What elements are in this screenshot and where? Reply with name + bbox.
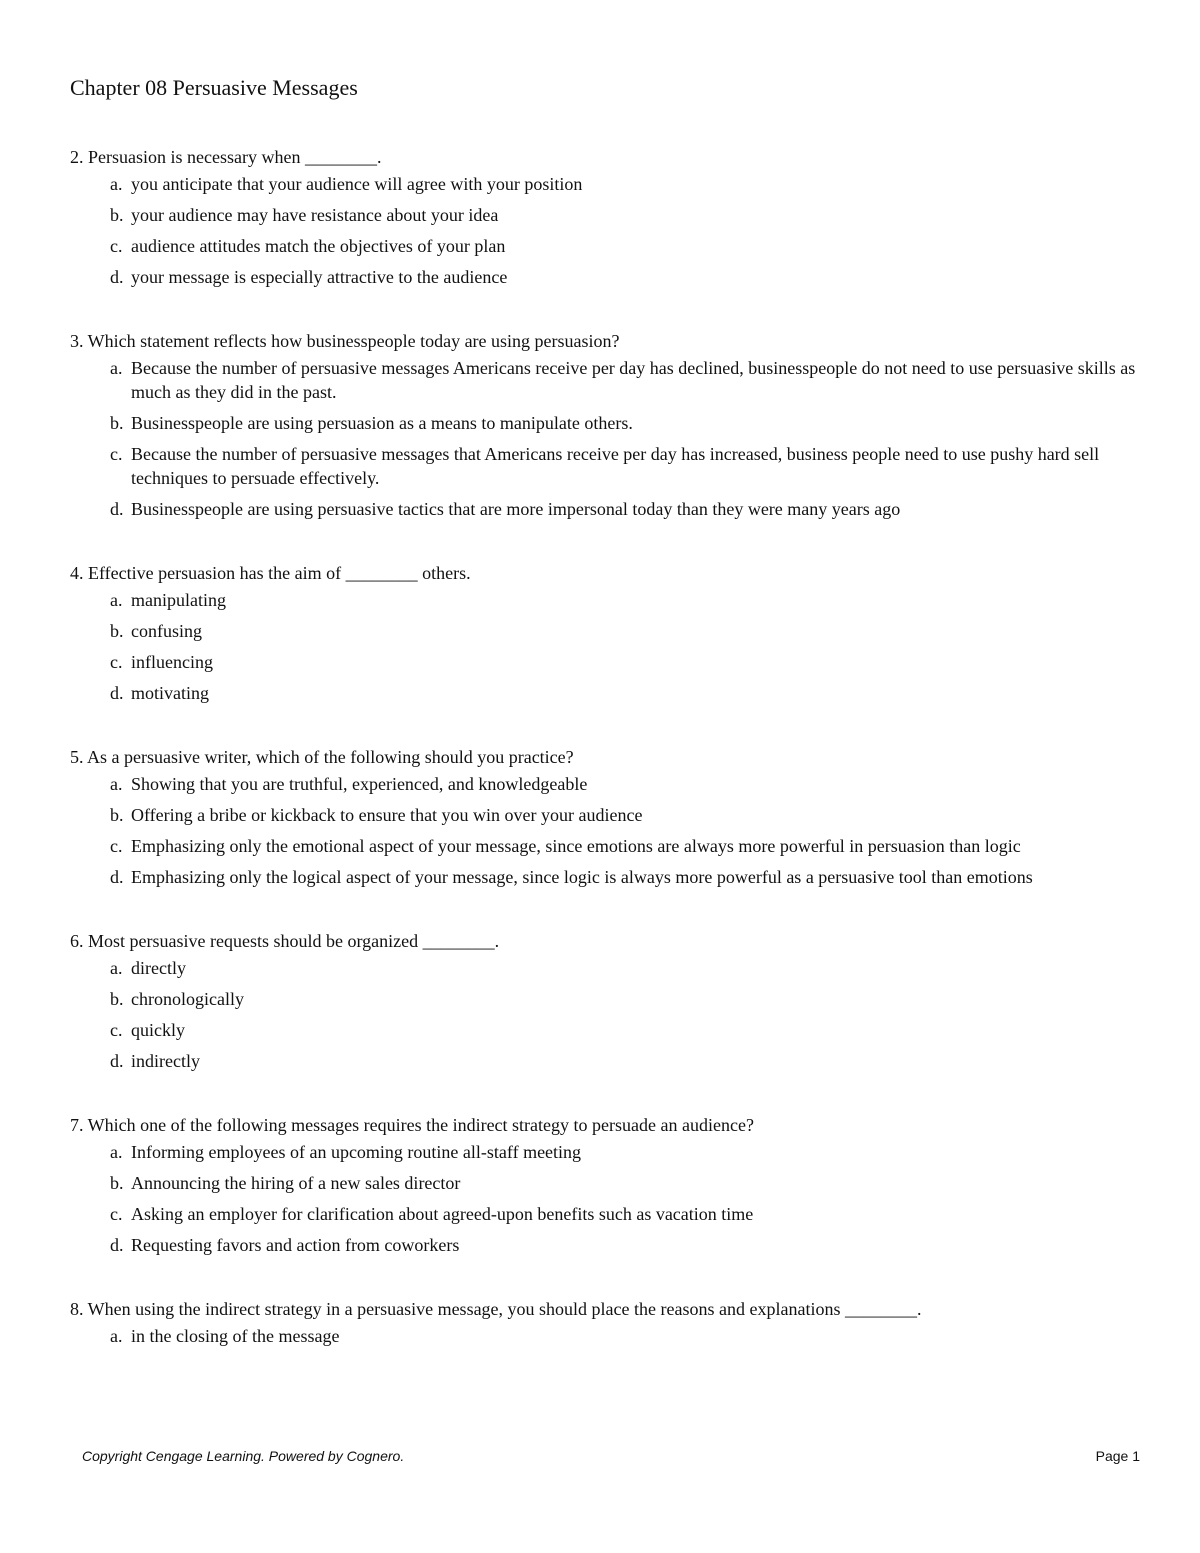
question xyxy=(70,929,1150,1073)
option-text: Because the number of persuasive messages that Americans receive per day has increased, business people need to use pushy hard sell techniques to persuade effectively. xyxy=(131,444,1100,488)
option-item xyxy=(110,356,1150,404)
option-item xyxy=(110,803,1150,827)
question-stem: 6. Most persuasive requests should be organized ________. xyxy=(70,931,500,951)
option-list xyxy=(70,172,1150,289)
option-text: Emphasizing only the emotional aspect of your message, since emotions are always more powerful in persuasion than logic xyxy=(131,836,1021,856)
option-item xyxy=(110,1324,1150,1348)
option-item xyxy=(110,772,1150,796)
option-text: Requesting favors and action from coworkers xyxy=(131,1235,460,1255)
option-text: chronologically xyxy=(131,989,244,1009)
option-text: your audience may have resistance about your idea xyxy=(131,205,499,225)
option-list xyxy=(70,356,1150,521)
question-stem: 3. Which statement reflects how businesspeople today are using persuasion? xyxy=(70,331,620,351)
option-letter: c. xyxy=(110,1204,123,1224)
option-item xyxy=(110,1202,1150,1226)
option-item xyxy=(110,203,1150,227)
page-title: Chapter 08 Persuasive Messages xyxy=(70,75,358,100)
option-letter: d. xyxy=(110,683,124,703)
option-item xyxy=(110,1140,1150,1164)
option-text: Because the number of persuasive messages Americans receive per day has declined, businesspeople do not need to use persuasive skills as much as they did in the past. xyxy=(131,358,1136,402)
option-letter: d. xyxy=(110,499,124,519)
question-stem: 8. When using the indirect strategy in a persuasive message, you should place the reasons and explanations ________. xyxy=(70,1299,922,1319)
option-text: Businesspeople are using persuasion as a means to manipulate others. xyxy=(131,413,633,433)
option-item xyxy=(110,956,1150,980)
question-stem: 4. Effective persuasion has the aim of ________ others. xyxy=(70,563,471,583)
option-letter: a. xyxy=(110,174,123,194)
option-item xyxy=(110,172,1150,196)
option-text: Announcing the hiring of a new sales director xyxy=(131,1173,461,1193)
option-letter: a. xyxy=(110,590,123,610)
option-item xyxy=(110,681,1150,705)
option-list xyxy=(70,1140,1150,1257)
option-text: Emphasizing only the logical aspect of your message, since logic is always more powerful as a persuasive tool than emotions xyxy=(131,867,1033,887)
option-item xyxy=(110,234,1150,258)
question-list xyxy=(70,145,1150,1388)
option-letter: d. xyxy=(110,267,124,287)
option-text: Businesspeople are using persuasive tactics that are more impersonal today than they were many years ago xyxy=(131,499,901,519)
option-text: confusing xyxy=(131,621,202,641)
option-letter: c. xyxy=(110,836,123,856)
question xyxy=(70,561,1150,705)
option-item xyxy=(110,411,1150,435)
option-letter: b. xyxy=(110,1173,124,1193)
option-list xyxy=(70,588,1150,705)
option-item xyxy=(110,987,1150,1011)
option-list xyxy=(70,772,1150,889)
option-item xyxy=(110,865,1150,889)
question xyxy=(70,329,1150,521)
option-text: influencing xyxy=(131,652,213,672)
option-item xyxy=(110,619,1150,643)
option-letter: c. xyxy=(110,1020,123,1040)
option-letter: b. xyxy=(110,413,124,433)
option-item xyxy=(110,442,1150,490)
option-item xyxy=(110,588,1150,612)
option-text: Informing employees of an upcoming routine all-staff meeting xyxy=(131,1142,582,1162)
copyright-footer: Copyright Cengage Learning. Powered by Cognero. xyxy=(82,1448,405,1464)
option-letter: a. xyxy=(110,774,123,794)
question-stem: 2. Persuasion is necessary when ________. xyxy=(70,147,382,167)
option-text: directly xyxy=(131,958,186,978)
option-item xyxy=(110,834,1150,858)
option-text: manipulating xyxy=(131,590,226,610)
option-item xyxy=(110,1233,1150,1257)
option-list xyxy=(70,1324,1150,1348)
question-stem: 5. As a persuasive writer, which of the following should you practice? xyxy=(70,747,574,767)
option-letter: a. xyxy=(110,958,123,978)
option-text: audience attitudes match the objectives of your plan xyxy=(131,236,506,256)
option-letter: b. xyxy=(110,205,124,225)
option-text: Showing that you are truthful, experienced, and knowledgeable xyxy=(131,774,588,794)
option-text: Asking an employer for clarification about agreed-upon benefits such as vacation time xyxy=(131,1204,754,1224)
option-item xyxy=(110,650,1150,674)
question-stem: 7. Which one of the following messages requires the indirect strategy to persuade an audience? xyxy=(70,1115,754,1135)
option-letter: c. xyxy=(110,652,123,672)
option-item xyxy=(110,265,1150,289)
option-letter: a. xyxy=(110,358,123,378)
option-text: motivating xyxy=(131,683,209,703)
option-letter: b. xyxy=(110,805,124,825)
question xyxy=(70,745,1150,889)
option-item xyxy=(110,1171,1150,1195)
question xyxy=(70,1113,1150,1257)
option-letter: b. xyxy=(110,621,124,641)
option-text: you anticipate that your audience will agree with your position xyxy=(131,174,583,194)
option-text: your message is especially attractive to the audience xyxy=(131,267,508,287)
option-text: indirectly xyxy=(131,1051,200,1071)
option-letter: a. xyxy=(110,1142,123,1162)
option-letter: c. xyxy=(110,236,123,256)
option-item xyxy=(110,497,1150,521)
option-letter: a. xyxy=(110,1326,123,1346)
question xyxy=(70,145,1150,289)
option-list xyxy=(70,956,1150,1073)
option-letter: b. xyxy=(110,989,124,1009)
option-item xyxy=(110,1018,1150,1042)
option-text: quickly xyxy=(131,1020,185,1040)
option-letter: d. xyxy=(110,867,124,887)
option-text: Offering a bribe or kickback to ensure that you win over your audience xyxy=(131,805,643,825)
question xyxy=(70,1297,1150,1348)
option-letter: d. xyxy=(110,1051,124,1071)
option-item xyxy=(110,1049,1150,1073)
option-letter: c. xyxy=(110,444,123,464)
option-letter: d. xyxy=(110,1235,124,1255)
option-text: in the closing of the message xyxy=(131,1326,340,1346)
page-number: Page 1 xyxy=(1095,1448,1140,1464)
